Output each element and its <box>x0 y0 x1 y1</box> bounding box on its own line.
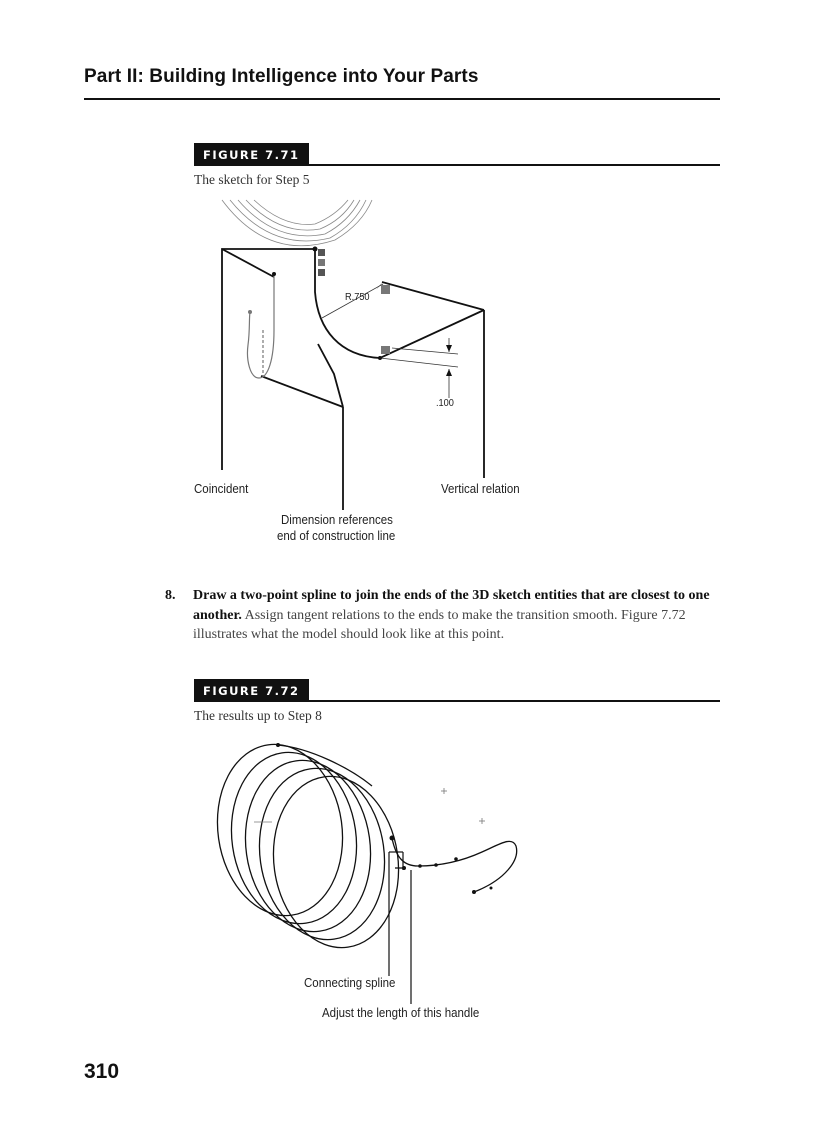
callout-coincident: Coincident <box>194 482 249 496</box>
figure-label: FIGURE 7.71 <box>194 143 309 166</box>
running-header: Part II: Building Intelligence into Your Parts <box>84 66 479 87</box>
step-number: 8. <box>165 588 176 603</box>
page-number: 310 <box>84 1060 120 1083</box>
callout-connecting-spline: Connecting spline <box>304 976 396 990</box>
step-text: Assign tangent relations to the ends to make the transition smooth. Figure 7.72 illustrates what the model should look like at this point. <box>193 607 686 642</box>
callout-adjust-handle: Adjust the length of this handle <box>322 1006 480 1020</box>
figure-label: FIGURE 7.72 <box>194 679 309 702</box>
offset-dimension: .100 <box>436 398 454 409</box>
callout-dimension-references: Dimension references <box>281 513 393 527</box>
radius-dimension: R.750 <box>345 292 370 303</box>
helix-coils <box>207 736 410 956</box>
figure-caption: The sketch for Step 5 <box>194 172 310 187</box>
callout-end-of-construction-line: end of construction line <box>277 529 396 543</box>
callout-vertical-relation: Vertical relation <box>441 482 520 496</box>
step-lead: Draw a two-point spline to join the ends of the 3D sketch entities that are closest to one another. <box>193 588 710 623</box>
figure-caption: The results up to Step 8 <box>194 708 322 723</box>
